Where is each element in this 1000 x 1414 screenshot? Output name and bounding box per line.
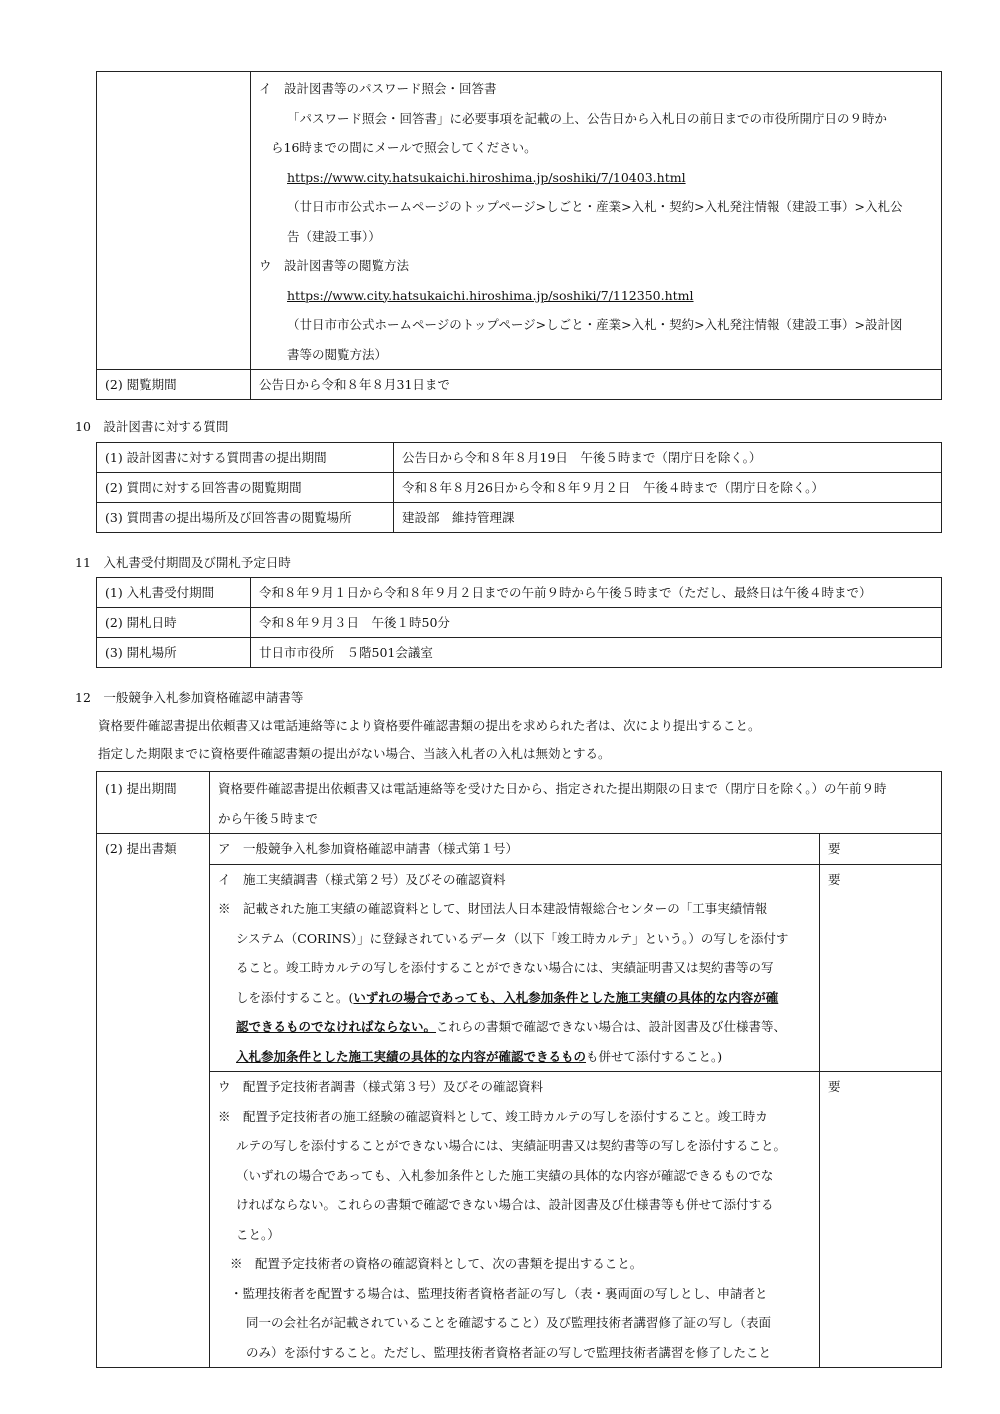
- drawings-detail-cell: [251, 72, 942, 370]
- section-11-heading: 11 入札書受付期間及び開札予定日時: [75, 555, 291, 570]
- table-row: [97, 473, 942, 503]
- schedule-label: (3) 開札場所: [97, 638, 251, 668]
- schedule-value: 令和８年９月３日 午後１時50分: [251, 608, 942, 638]
- viewing-period-value: 公告日から令和８年８月31日まで: [251, 370, 942, 400]
- table-row: [97, 578, 942, 608]
- viewing-period-label: (2) 閲覧期間: [97, 370, 251, 400]
- document-u-cell: ウ 配置予定技術者調書（様式第３号）及びその確認資料 ※ 配置予定技術者の施工経験の確認資料として、竣工時カルテの写しを添付すること。竣工時カ ルテの写しを添付することができない場合には、実績証明書又は契約書等の写しを添付すること。 （いずれの場合であっても、入札参加条件とした施工実績の具体的な内容が確認できるものでな ければならない。これらの書類で確認できない場合は、設計図書及び仕様書等も併せて添付する こと。） ※ 配置予定技術者の資格の確認資料として、次の書類を提出すること。 ・監理技術者を配置する場合は、監理技術者資格者証の写し（表・裏両面の写しとし、申請者と 同一の会社名が記載されていることを確認すること）及び監理技術者講習修了証の写し（表面 のみ）を添付すること。ただし、監理技術者資格者証の写しで監理技術者講習を修了したこと: [210, 1072, 820, 1368]
- item-i-path: 告（建設工事））: [287, 228, 381, 244]
- questions-value: 公告日から令和８年８月19日 午後５時まで（閉庁日を除く。）: [394, 443, 942, 473]
- section-10-heading: 10 設計図書に対する質問: [75, 419, 229, 434]
- documents-label: (2) 提出書類: [97, 834, 210, 1368]
- table-row: [97, 1072, 942, 1368]
- item-i-text: 「パスワード照会・回答書」に必要事項を記載の上、公告日から入札日の前日までの市役所開庁日の９時か: [287, 110, 888, 126]
- section-12-heading: 12 一般競争入札参加資格確認申請書等: [75, 690, 304, 705]
- questions-label: (1) 設計図書に対する質問書の提出期間: [97, 443, 394, 473]
- table-row: [97, 443, 942, 473]
- schedule-label: (2) 開札日時: [97, 608, 251, 638]
- item-i-text: ら16時までの間にメールで照会してください。: [271, 140, 537, 155]
- schedule-value: 令和８年９月１日から令和８年９月２日までの午前９時から午後５時まで（ただし、最終日は午後４時まで）: [251, 578, 942, 608]
- table-row: [97, 608, 942, 638]
- section-12-paragraph: 資格要件確認書提出依頼書又は電話連絡等により資格要件確認書類の提出を求められた者は、次により提出すること。: [98, 718, 761, 733]
- table-row: [97, 772, 942, 834]
- questions-value: 建設部 維持管理課: [394, 503, 942, 533]
- table-row: [97, 834, 942, 865]
- schedule-label: (1) 入札書受付期間: [97, 578, 251, 608]
- document-u-required: 要: [820, 1072, 942, 1368]
- bidding-schedule-table: [96, 577, 942, 668]
- questions-label: (2) 質問に対する回答書の閲覧期間: [97, 473, 394, 503]
- document-a-required: 要: [820, 834, 942, 865]
- questions-label: (3) 質問書の提出場所及び回答書の閲覧場所: [97, 503, 394, 533]
- item-i-path: （廿日市市公式ホームページのトップページ>しごと・産業>入札・契約>入札発注情報（建設工事）>入札公: [287, 199, 903, 214]
- table-row: [97, 864, 942, 1072]
- submission-period-value: 資格要件確認書提出依頼書又は電話連絡等を受けた日から、指定された提出期限の日まで（閉庁日を除く。）の午前９時 から午後５時まで: [210, 772, 942, 834]
- table-row: [97, 638, 942, 668]
- schedule-value: 廿日市市役所 ５階501会議室: [251, 638, 942, 668]
- table-row: [97, 370, 942, 400]
- empty-label-cell: [97, 72, 251, 370]
- table-row: [97, 72, 942, 370]
- questions-value: 令和８年８月26日から令和８年９月２日 午後４時まで（閉庁日を除く。）: [394, 473, 942, 503]
- submission-period-label: (1) 提出期間: [97, 772, 210, 834]
- questions-table: [96, 442, 942, 533]
- item-i-title: イ 設計図書等のパスワード照会・回答書: [259, 81, 497, 96]
- item-u-path: （廿日市市公式ホームページのトップページ>しごと・産業>入札・契約>入札発注情報（建設工事）>設計図: [287, 317, 903, 332]
- table-row: [97, 503, 942, 533]
- section-12-paragraph: 指定した期限までに資格要件確認書類の提出がない場合、当該入札者の入札は無効とする。: [98, 746, 611, 761]
- item-u-title: ウ 設計図書等の閲覧方法: [259, 258, 410, 273]
- viewing-method-url-link[interactable]: https://www.city.hatsukaichi.hiroshima.jp/soshiki/7/112350.html: [287, 287, 694, 303]
- document-i-cell: イ 施工実績調書（様式第２号）及びその確認資料 ※ 記載された施工実績の確認資料として、財団法人日本建設情報総合センターの「工事実績情報 システム（CORINS）」に登録されているデータ（以下「竣工時カルテ」という。）の写しを添付す ること。竣工時カルテの写しを添付することができない場合には、実績証明書又は契約書等の写 しを添付すること。(いずれの場合であっても、入札参加条件とした施工実績の具体的な内容が確 認できるものでなければならない。これらの書類で確認できない場合は、設計図書及び仕様書等、 入札参加条件とした施工実績の具体的な内容が確認できるものも併せて添付すること。): [210, 864, 820, 1072]
- document-i-required: 要: [820, 864, 942, 1072]
- drawings-table: [96, 71, 942, 400]
- password-url-link[interactable]: https://www.city.hatsukaichi.hiroshima.jp/soshiki/7/10403.html: [287, 169, 686, 185]
- item-u-path: 書等の閲覧方法）: [287, 346, 388, 362]
- application-documents-table: [96, 771, 942, 1368]
- document-a-cell: ア 一般競争入札参加資格確認申請書（様式第１号）: [210, 834, 820, 865]
